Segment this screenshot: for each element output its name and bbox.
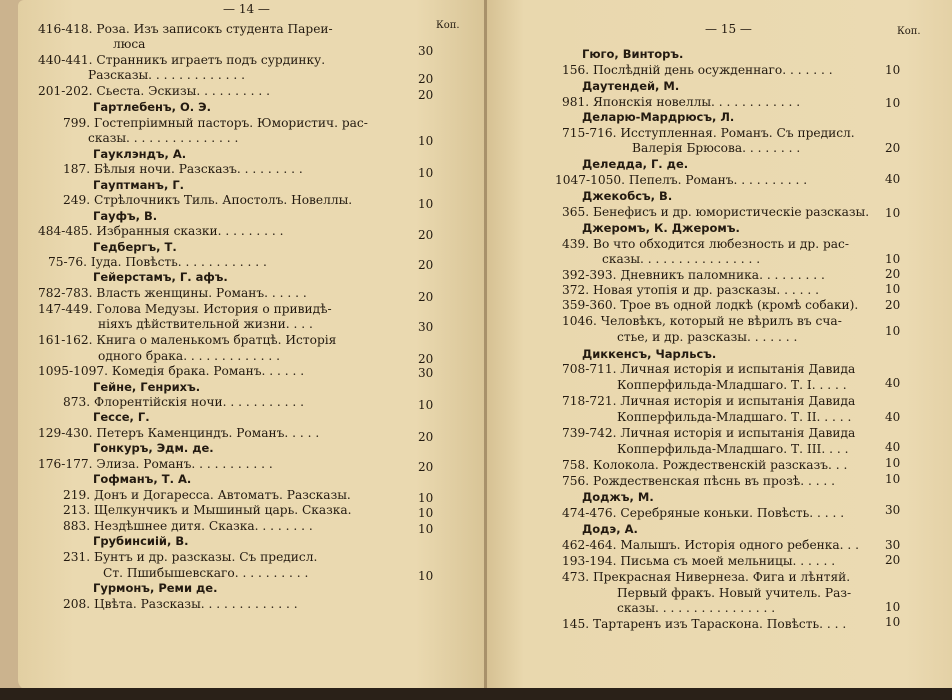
author-heading: Гофманъ, Т. А. — [93, 472, 192, 486]
price-value: 20 — [885, 267, 901, 281]
price-value: 20 — [418, 228, 434, 242]
catalog-entry: 439. Во что обходится любезность и др. рас- — [562, 237, 849, 251]
price-value: 10 — [418, 506, 434, 520]
catalog-entry: 708-711. Личная исторія и испытанія Давида — [562, 362, 856, 376]
catalog-entry: 193-194. Письма съ моей мельницы. . . . . . — [562, 554, 836, 568]
author-heading: Гедбергъ, Т. — [93, 240, 177, 254]
author-heading: Деледда, Г. де. — [582, 157, 689, 171]
catalog-entry: 201-202. Сьеста. Эскизы. . . . . . . . . . — [38, 84, 270, 98]
price-value: 20 — [418, 460, 434, 474]
price-value: 10 — [885, 63, 901, 77]
catalog-entry: 484-485. Избранныя сказки. . . . . . . . . — [38, 224, 284, 238]
catalog-entry: Разсказы. . . . . . . . . . . . . — [88, 68, 246, 82]
price-value: 10 — [418, 398, 434, 412]
catalog-entry: 365. Бенефисъ и др. юмористическіе разсказы. — [562, 205, 870, 219]
kopeck-header: Коп. — [897, 26, 921, 37]
catalog-entry: 231. Бунтъ и др. разсказы. Съ предисл. — [63, 550, 318, 564]
page-number: — 15 — — [705, 22, 752, 36]
author-heading: Гурмонъ, Реми де. — [93, 581, 218, 595]
catalog-entry: 75-76. Іуда. Повѣсть. . . . . . . . . . . . — [48, 255, 267, 269]
price-value: 20 — [418, 72, 434, 86]
catalog-entry: 739-742. Личная исторія и испытанія Давида — [562, 426, 856, 440]
price-value: 30 — [418, 320, 434, 334]
catalog-entry: 359-360. Трое въ одной лодкѣ (кромѣ собаки). — [562, 298, 859, 312]
catalog-entry: 718-721. Личная исторія и испытанія Давида — [562, 394, 856, 408]
price-value: 30 — [418, 366, 434, 380]
catalog-entry: 1095-1097. Комедія брака. Романъ. . . . . . — [38, 364, 305, 378]
price-value: 10 — [885, 206, 901, 220]
book-edge-shadow — [0, 688, 952, 700]
catalog-entry: 416-418. Роза. Изъ записокъ студента Пареи- — [38, 22, 333, 36]
catalog-entry: 715-716. Исступленная. Романъ. Съ предисл. — [562, 126, 855, 140]
price-value: 10 — [418, 197, 434, 211]
catalog-entry: 1046. Человѣкъ, который не вѣрилъ въ сча- — [562, 314, 842, 328]
author-heading: Гауклэндъ, А. — [93, 147, 187, 161]
catalog-entry: одного брака. . . . . . . . . . . . . — [98, 349, 281, 363]
catalog-entry: 372. Новая утопія и др. разсказы. . . . . . — [562, 283, 819, 297]
catalog-entry: 799. Гостепріимный пасторъ. Юмористич. рас- — [63, 116, 368, 130]
catalog-entry: 187. Бѣлыя ночи. Разсказъ. . . . . . . . . — [63, 162, 303, 176]
price-value: 40 — [885, 440, 901, 454]
price-value: 20 — [418, 430, 434, 444]
catalog-entry: 392-393. Дневникъ паломника. . . . . . . . . — [562, 268, 825, 282]
price-value: 10 — [418, 166, 434, 180]
catalog-entry: 176-177. Элиза. Романъ. . . . . . . . . . . — [38, 457, 273, 471]
author-heading: Гауфъ, В. — [93, 209, 158, 223]
catalog-entry: 219. Донъ и Догаресса. Автоматъ. Разсказы. — [63, 488, 351, 502]
price-value: 10 — [418, 134, 434, 148]
catalog-entry: 145. Тартаренъ изъ Тараскона. Повѣсть. . . . — [562, 617, 847, 631]
catalog-entry: 213. Щелкунчикъ и Мышиный царь. Сказка. — [63, 503, 352, 517]
price-value: 20 — [418, 290, 434, 304]
catalog-entry: 873. Флорентійскія ночи. . . . . . . . . . . — [63, 395, 305, 409]
catalog-entry: 883. Нездѣшнее дитя. Сказка. . . . . . . . — [63, 519, 313, 533]
catalog-entry: 249. Стрѣлочникъ Тиль. Апостолъ. Новеллы. — [63, 193, 353, 207]
author-heading: Даутендей, М. — [582, 79, 680, 93]
price-value: 10 — [885, 456, 901, 470]
catalog-entry: Ст. Пшибышевскаго. . . . . . . . . . — [103, 566, 309, 580]
price-value: 30 — [885, 503, 901, 517]
catalog-entry: Валерія Брюсова. . . . . . . . — [632, 141, 801, 155]
price-value: 30 — [418, 44, 434, 58]
catalog-entry: сказы. . . . . . . . . . . . . . . — [88, 131, 239, 145]
price-value: 20 — [885, 141, 901, 155]
price-value: 10 — [418, 522, 434, 536]
author-heading: Джекобсъ, В. — [582, 189, 673, 203]
author-heading: Джеромъ, К. Джеромъ. — [582, 221, 740, 235]
author-heading: Гонкуръ, Эдм. де. — [93, 441, 214, 455]
catalog-entry: 208. Цвѣта. Разсказы. . . . . . . . . . . . . — [63, 597, 298, 611]
catalog-entry: стье, и др. разсказы. . . . . . . — [617, 330, 798, 344]
author-heading: Гейерстамъ, Г. афъ. — [93, 270, 228, 284]
author-heading: Гауптманъ, Г. — [93, 178, 185, 192]
price-value: 20 — [418, 352, 434, 366]
catalog-entry: Копперфильда-Младшаго. Т. II. . . . . — [617, 410, 852, 424]
catalog-entry: Копперфильда-Младшаго. Т. I. . . . . — [617, 378, 847, 392]
author-heading: Гартлебенъ, О. Э. — [93, 100, 211, 114]
catalog-entry: сказы. . . . . . . . . . . . . . . . — [617, 601, 776, 615]
catalog-entry: 156. Послѣдній день осужденнаго. . . . . . . — [562, 63, 833, 77]
price-value: 10 — [885, 282, 901, 296]
price-value: 10 — [885, 615, 901, 629]
price-value: 10 — [885, 472, 901, 486]
catalog-entry: 981. Японскія новеллы. . . . . . . . . . . . — [562, 95, 801, 109]
page-number: — 14 — — [223, 2, 270, 16]
right-page — [487, 0, 952, 690]
catalog-entry: 474-476. Серебряные коньки. Повѣсть. . . . . — [562, 506, 845, 520]
left-page — [18, 0, 486, 690]
catalog-entry: 1047-1050. Пепелъ. Романъ. . . . . . . . . . — [555, 173, 808, 187]
price-value: 20 — [885, 298, 901, 312]
price-value: 10 — [418, 491, 434, 505]
catalog-entry: 147-449. Голова Медузы. История о привидѣ- — [38, 302, 332, 316]
price-value: 20 — [418, 258, 434, 272]
author-heading: Диккенсъ, Чарльсъ. — [582, 347, 717, 361]
price-value: 20 — [885, 553, 901, 567]
price-value: 40 — [885, 172, 901, 186]
price-value: 10 — [885, 600, 901, 614]
author-heading: Деларю-Мардрюсъ, Л. — [582, 110, 735, 124]
price-value: 30 — [885, 538, 901, 552]
author-heading: Додэ, А. — [582, 522, 638, 536]
author-heading: Гессе, Г. — [93, 410, 150, 424]
catalog-entry: 440-441. Странникъ играетъ подъ сурдинку. — [38, 53, 326, 67]
price-value: 40 — [885, 376, 901, 390]
price-value: 40 — [885, 410, 901, 424]
price-value: 10 — [885, 96, 901, 110]
catalog-entry: 473. Прекрасная Нивернеза. Фига и лѣнтяй. — [562, 570, 851, 584]
catalog-entry: люса — [113, 37, 146, 51]
author-heading: Гюго, Винторъ. — [582, 47, 684, 61]
catalog-entry: Первый фракъ. Новый учитель. Раз- — [617, 586, 852, 600]
catalog-entry: 756. Рождественская пѣснь въ прозѣ. . . . . — [562, 474, 836, 488]
catalog-entry: 462-464. Малышъ. Исторія одного ребенка. . . — [562, 538, 860, 552]
price-value: 10 — [885, 324, 901, 338]
catalog-entry: 161-162. Книга о маленькомъ братцѣ. Исторія — [38, 333, 337, 347]
price-value: 10 — [885, 252, 901, 266]
catalog-entry: сказы. . . . . . . . . . . . . . . . — [602, 252, 761, 266]
author-heading: Гейне, Генрихъ. — [93, 380, 201, 394]
kopeck-header: Коп. — [436, 20, 460, 31]
catalog-entry: ніяхъ дѣйствительной жизни. . . . — [98, 317, 313, 331]
catalog-entry: Копперфильда-Младшаго. Т. III. . . . — [617, 442, 849, 456]
price-value: 20 — [418, 88, 434, 102]
catalog-entry: 782-783. Власть женщины. Романъ. . . . . . — [38, 286, 307, 300]
author-heading: Грубинсиій, В. — [93, 534, 189, 548]
catalog-entry: 758. Колокола. Рождественскій разсказъ. . . — [562, 458, 848, 472]
author-heading: Доджъ, М. — [582, 490, 654, 504]
catalog-entry: 129-430. Петеръ Каменциндъ. Романъ. . . . . — [38, 426, 320, 440]
price-value: 10 — [418, 569, 434, 583]
